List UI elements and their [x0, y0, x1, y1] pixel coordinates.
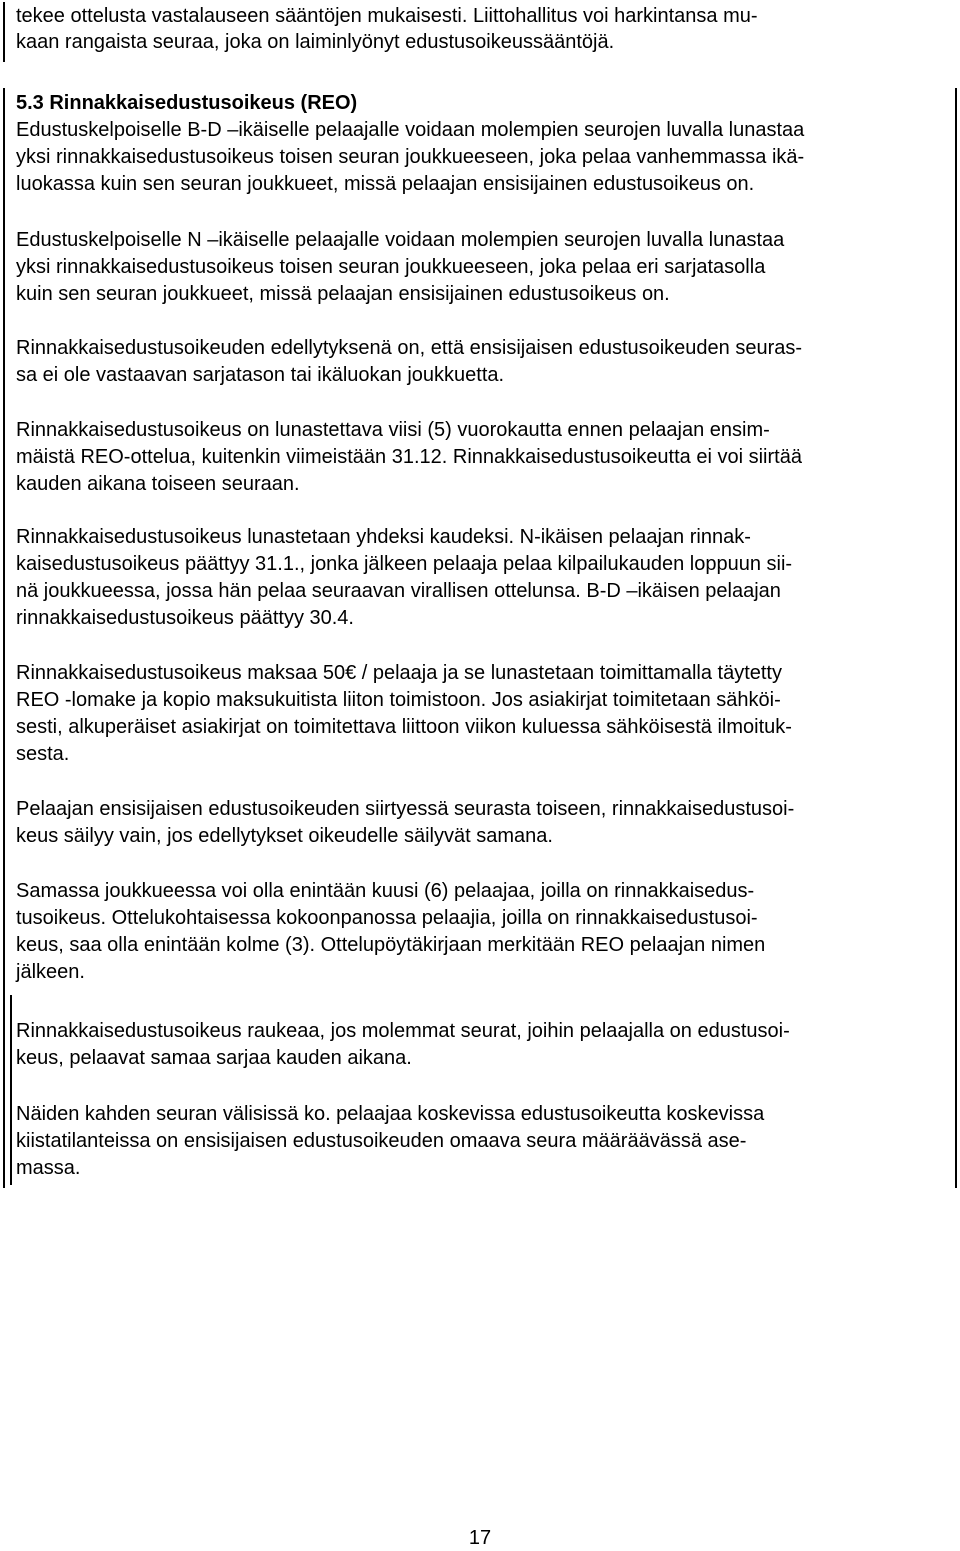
paragraph-line: yksi rinnakkaisedustusoikeus toisen seuran joukkueeseen, joka pelaa vanhemmassa ikä- [16, 146, 805, 168]
paragraph-line: sa ei ole vastaavan sarjatason tai ikäluokan joukkuetta. [16, 364, 505, 386]
paragraph-line: REO -lomake ja kopio maksukuitista liiton toimistoon. Jos asiakirjat toimitetaan sähköi- [16, 689, 781, 711]
paragraph-line: sesti, alkuperäiset asiakirjat on toimitettava liittoon viikon kuluessa sähköisestä ilmoituk- [16, 716, 792, 738]
intro-line: tekee ottelusta vastalauseen sääntöjen mukaisesti. Liittohallitus voi harkintansa mu- [16, 5, 758, 27]
paragraph-line: massa. [16, 1157, 81, 1179]
paragraph-line: nä joukkueessa, jossa hän pelaa seuraavan virallisen ottelunsa. B-D –ikäisen pelaajan [16, 580, 781, 602]
paragraph-line: Edustuskelpoiselle N –ikäiselle pelaajalle voidaan molempien seurojen luvalla lunastaa [16, 229, 785, 251]
paragraph-line: Rinnakkaisedustusoikeus on lunastettava viisi (5) vuorokautta ennen pelaajan ensim- [16, 419, 770, 441]
change-bar [3, 88, 5, 1188]
paragraph-line: rinnakkaisedustusoikeus päättyy 30.4. [16, 607, 354, 629]
paragraph-line: Edustuskelpoiselle B-D –ikäiselle pelaajalle voidaan molempien seurojen luvalla lunastaa [16, 119, 805, 141]
paragraph-line: sesta. [16, 743, 70, 765]
paragraph-line: keus, saa olla enintään kolme (3). Ottelupöytäkirjaan merkitään REO pelaajan nimen [16, 934, 766, 956]
paragraph-line: tusoikeus. Ottelukohtaisessa kokoonpanossa pelaajia, joilla on rinnakkaisedustusoi- [16, 907, 758, 929]
change-bar [3, 2, 5, 62]
paragraph-line: yksi rinnakkaisedustusoikeus toisen seuran joukkueeseen, joka pelaa eri sarjatasolla [16, 256, 766, 278]
page-number: 17 [468, 1527, 492, 1549]
paragraph-line: kauden aikana toiseen seuraan. [16, 473, 300, 495]
paragraph-line: Näiden kahden seuran välisissä ko. pelaajaa koskevissa edustusoikeutta koskevissa [16, 1103, 765, 1125]
paragraph-line: Rinnakkaisedustusoikeuden edellytyksenä on, että ensisijaisen edustusoikeuden seuras- [16, 337, 803, 359]
change-bar [10, 1085, 12, 1185]
section-heading: 5.3 Rinnakkaisedustusoikeus (REO) [16, 92, 358, 114]
paragraph-line: kiistatilanteissa on ensisijaisen edustusoikeuden omaava seura määräävässä ase- [16, 1130, 747, 1152]
change-bar [955, 88, 957, 1188]
paragraph-line: kuin sen seuran joukkueet, missä pelaajan ensisijainen edustusoikeus on. [16, 283, 670, 305]
paragraph-line: Rinnakkaisedustusoikeus maksaa 50€ / pelaaja ja se lunastetaan toimittamalla täytetty [16, 662, 782, 684]
paragraph-line: mäistä REO-ottelua, kuitenkin viimeistään 31.12. Rinnakkaisedustusoikeutta ei voi siirtää [16, 446, 802, 468]
paragraph-line: Rinnakkaisedustusoikeus lunastetaan yhdeksi kaudeksi. N-ikäisen pelaajan rinnak- [16, 526, 751, 548]
paragraph-line: keus säilyy vain, jos edellytykset oikeudelle säilyvät samana. [16, 825, 553, 847]
paragraph-line: Rinnakkaisedustusoikeus raukeaa, jos molemmat seurat, joihin pelaajalla on edustusoi- [16, 1020, 790, 1042]
paragraph-line: Samassa joukkueessa voi olla enintään kuusi (6) pelaajaa, joilla on rinnakkaisedus- [16, 880, 755, 902]
paragraph-line: Pelaajan ensisijaisen edustusoikeuden siirtyessä seurasta toiseen, rinnakkaisedustusoi- [16, 798, 795, 820]
change-bar [10, 995, 12, 1085]
paragraph-line: keus, pelaavat samaa sarjaa kauden aikana. [16, 1047, 412, 1069]
intro-line: kaan rangaista seuraa, joka on laiminlyönyt edustusoikeussääntöjä. [16, 31, 615, 53]
paragraph-line: jälkeen. [16, 961, 85, 983]
paragraph-line: kaisedustusoikeus päättyy 31.1., jonka jälkeen pelaaja pelaa kilpailukauden loppuun sii- [16, 553, 793, 575]
paragraph-line: luokassa kuin sen seuran joukkueet, missä pelaajan ensisijainen edustusoikeus on. [16, 173, 755, 195]
